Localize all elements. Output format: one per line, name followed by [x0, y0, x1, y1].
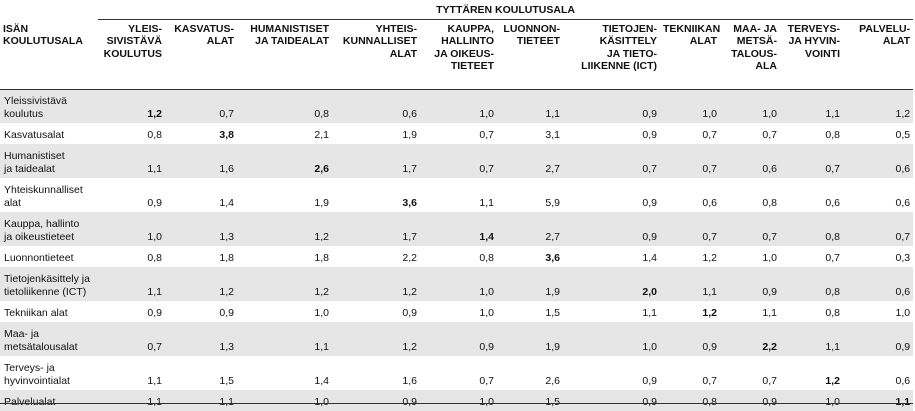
table-cell: 0,9	[332, 390, 420, 411]
table-cell: 1,1	[98, 144, 165, 178]
table-cell: 0,7	[825, 252, 840, 264]
table-cell: 0,9	[147, 307, 162, 319]
table-cell: 0,7	[660, 144, 720, 178]
table-cell: 0,7	[720, 212, 780, 246]
column-header: YHTEIS- KUNNALLISET ALAT	[332, 22, 420, 90]
table-cell: 0,3	[895, 252, 911, 264]
table-cell: 1,8	[219, 252, 234, 264]
row-label: Tietojenkäsittely ja tietoliikenne (ICT)	[0, 267, 98, 301]
column-header: HUMANISTISET JA TAIDEALAT	[237, 22, 332, 90]
table-cell: 3,6	[545, 252, 560, 264]
table-cell: 0,7	[563, 144, 660, 178]
table-cell: 0,6	[702, 197, 717, 209]
table-cell: 1,9	[497, 322, 563, 356]
table-cell: 1,0	[780, 390, 843, 411]
row-label: Palvelualat	[0, 390, 98, 411]
table-body	[0, 89, 913, 411]
table-cell: 1,6	[402, 375, 417, 387]
row-label: Yhteiskunnalliset alat	[4, 184, 83, 209]
table-cell: 1,5	[497, 390, 563, 411]
table-cell: 1,4	[420, 212, 497, 246]
table-cell: 1,9	[402, 129, 417, 141]
table-row	[0, 356, 913, 390]
table-cell: 0,6	[843, 144, 913, 178]
table-cell: 0,7	[843, 212, 913, 246]
table-cell: 1,9	[314, 197, 329, 209]
table-cell: 1,7	[332, 212, 420, 246]
row-label: Maa- ja metsätalousalat	[0, 322, 98, 356]
table-row	[0, 322, 913, 356]
table-row	[0, 301, 913, 322]
row-label: Terveys- ja hyvinvointialat	[4, 362, 70, 387]
table-cell: 2,7	[497, 144, 563, 178]
row-label: Kauppa, hallinto ja oikeustieteet	[0, 212, 98, 246]
table-cell: 0,9	[219, 307, 234, 319]
bottom-rule	[0, 403, 913, 404]
table-cell: 0,9	[402, 307, 417, 319]
table-cell: 1,5	[545, 307, 560, 319]
table-cell: 2,7	[497, 212, 563, 246]
table-cell: 0,7	[702, 375, 717, 387]
column-header: LUONNON- TIETEET	[497, 22, 563, 90]
table-cell: 1,1	[780, 322, 843, 356]
table-cell: 0,8	[780, 212, 843, 246]
table-cell: 1,6	[165, 144, 237, 178]
table-cell: 1,1	[660, 267, 720, 301]
table-cell: 0,6	[720, 144, 780, 178]
table-cell: 1,0	[479, 307, 494, 319]
table-row	[0, 144, 913, 178]
table-row	[0, 123, 913, 144]
table-cell: 0,8	[147, 129, 162, 141]
column-header: MAA- JA METSÄ- TALOUS- ALA	[720, 22, 780, 90]
table-cell: 1,3	[165, 322, 237, 356]
table-cell: 0,8	[479, 252, 494, 264]
table-cell: 0,9	[660, 322, 720, 356]
table-cell: 0,7	[479, 375, 494, 387]
table-cell: 0,7	[660, 212, 720, 246]
table-cell: 1,0	[720, 89, 780, 123]
table-cell: 1,1	[780, 89, 843, 123]
table-cell: 1,2	[702, 307, 717, 319]
table-cell: 1,0	[420, 390, 497, 411]
table-cell: 0,6	[895, 197, 911, 209]
row-label: Luonnontieteet	[4, 252, 74, 264]
table-cell: 0,9	[720, 267, 780, 301]
table-cell: 0,9	[642, 375, 657, 387]
table-cell: 2,2	[402, 252, 417, 264]
table-cell: 0,9	[720, 390, 780, 411]
table-cell: 1,2	[825, 375, 840, 387]
table-row	[0, 267, 913, 301]
table-cell: 1,2	[332, 322, 420, 356]
table-cell: 1,1	[147, 375, 162, 387]
column-header: PALVELU- ALAT	[843, 22, 913, 90]
table-cell: 3,6	[402, 197, 417, 209]
table-cell: 0,7	[479, 129, 494, 141]
table-cell: 1,4	[314, 375, 329, 387]
table-cell: 1,0	[563, 322, 660, 356]
table-cell: 0,9	[420, 322, 497, 356]
table-cell: 2,0	[563, 267, 660, 301]
table-cell: 0,7	[165, 89, 237, 123]
table-cell: 1,0	[98, 212, 165, 246]
table-cell: 1,0	[895, 307, 911, 319]
table-cell: 0,9	[563, 212, 660, 246]
table-cell: 0,6	[843, 267, 913, 301]
table-cell: 0,5	[895, 129, 911, 141]
table-cell: 0,7	[780, 144, 843, 178]
table-cell: 1,8	[314, 252, 329, 264]
table-cell: 1,3	[165, 212, 237, 246]
table-cell: 0,9	[642, 197, 657, 209]
table-cell: 1,1	[165, 390, 237, 411]
table-cell: 0,7	[702, 129, 717, 141]
table-cell: 0,8	[237, 89, 332, 123]
table-cell: 0,9	[843, 322, 913, 356]
table-cell: 1,2	[165, 267, 237, 301]
table-cell: 0,8	[780, 267, 843, 301]
table-cell: 1,1	[497, 89, 563, 123]
table-cell: 1,2	[237, 212, 332, 246]
table-cell: 0,9	[642, 129, 657, 141]
table-cell: 0,6	[332, 89, 420, 123]
row-label: Yleissivistävä koulutus	[0, 89, 98, 123]
table-cell: 0,9	[563, 89, 660, 123]
table-cell: 1,0	[237, 390, 332, 411]
table-cell: 1,2	[332, 267, 420, 301]
table-row	[0, 390, 913, 411]
table-cell: 3,8	[219, 129, 234, 141]
column-header: KASVATUS- ALAT	[165, 22, 237, 90]
table-cell: 1,1	[762, 307, 777, 319]
column-header: TEKNIIKAN ALAT	[660, 22, 720, 90]
table-cell: 1,0	[314, 307, 329, 319]
table-cell: 2,2	[720, 322, 780, 356]
table-cell: 1,2	[702, 252, 717, 264]
column-header: TERVEYS- JA HYVIN- VOINTI	[780, 22, 843, 90]
row-header: ISÄN KOULUTUSALA	[0, 22, 98, 90]
table-row	[0, 212, 913, 246]
table-cell: 1,0	[762, 252, 777, 264]
table-cell: 1,0	[420, 267, 497, 301]
table-cell: 2,6	[237, 144, 332, 178]
table-cell: 1,0	[420, 89, 497, 123]
table-cell: 1,1	[843, 390, 913, 411]
table-cell: 1,2	[843, 89, 913, 123]
table-cell: 0,6	[825, 197, 840, 209]
super-header: TYTTÄREN KOULUTUSALA	[436, 4, 575, 17]
column-header-row	[0, 22, 913, 90]
table-cell: 1,1	[98, 267, 165, 301]
table-row	[0, 178, 913, 212]
table-cell: 0,8	[762, 197, 777, 209]
table-cell: 1,0	[660, 89, 720, 123]
table-cell: 1,4	[219, 197, 234, 209]
table-cell: 0,7	[762, 375, 777, 387]
table-cell: 0,9	[147, 197, 162, 209]
column-header: KAUPPA, HALLINTO JA OIKEUS- TIETEET	[420, 22, 497, 90]
table-cell: 1,4	[642, 252, 657, 264]
table-cell: 1,9	[497, 267, 563, 301]
table-cell: 1,7	[332, 144, 420, 178]
table-cell: 0,7	[98, 322, 165, 356]
table-cell: 1,2	[237, 267, 332, 301]
table-cell: 5,9	[545, 197, 560, 209]
table-cell: 1,2	[98, 89, 165, 123]
row-label: Tekniikan alat	[4, 307, 68, 319]
table-cell: 2,6	[545, 375, 560, 387]
table-cell: 0,8	[147, 252, 162, 264]
table-cell: 0,7	[762, 129, 777, 141]
table-cell: 0,8	[660, 390, 720, 411]
table-cell: 1,5	[219, 375, 234, 387]
column-header: TIETOJEN- KÄSITTELY JA TIETO- LIIKENNE (ICT)	[563, 22, 660, 90]
column-header: YLEIS- SIVISTÄVÄ KOULUTUS	[98, 22, 165, 90]
row-label: Kasvatusalat	[4, 129, 65, 141]
table-row	[0, 246, 913, 267]
table-cell: 1,1	[479, 197, 494, 209]
table-cell: 2,1	[314, 129, 329, 141]
table-cell: 1,1	[642, 307, 657, 319]
table-cell: 0,8	[825, 307, 840, 319]
table-cell: 1,1	[237, 322, 332, 356]
table-cell: 0,7	[420, 144, 497, 178]
table-row	[0, 89, 913, 123]
table-cell: 0,9	[563, 390, 660, 411]
table-cell: 0,6	[895, 375, 911, 387]
table-cell: 0,8	[825, 129, 840, 141]
row-label: Humanistiset ja taidealat	[0, 144, 98, 178]
table-cell: 1,1	[98, 390, 165, 411]
table-cell: 3,1	[545, 129, 560, 141]
